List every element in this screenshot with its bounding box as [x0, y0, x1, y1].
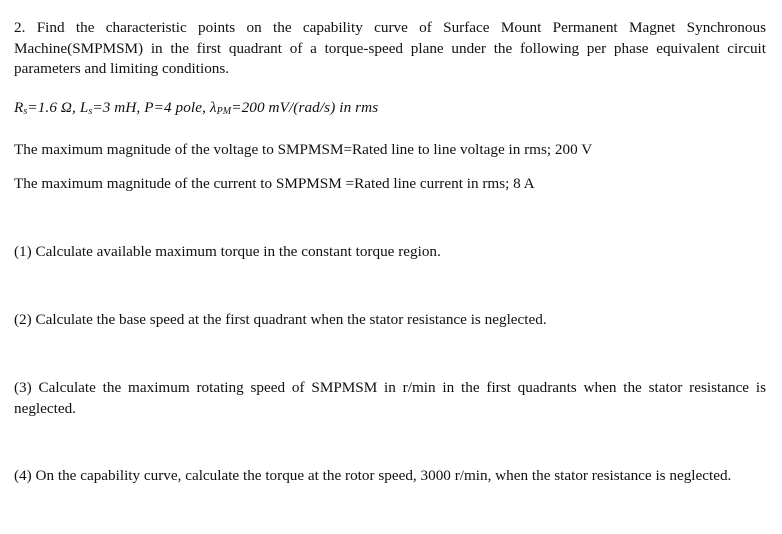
ls-subscript: s [88, 106, 93, 117]
lambda-value: =200 mV/(rad/s) in rms [231, 99, 379, 116]
question-3: (3) Calculate the maximum rotating speed of SMPMSM in r/min in the first quadrants when the stator resistance is neglected. [14, 379, 766, 417]
question-1: (1) Calculate available maximum torque in the constant torque region. [14, 243, 441, 260]
voltage-limit: The maximum magnitude of the voltage to SMPMSM=Rated line to line voltage in rms; 200 V [14, 141, 593, 158]
ls-symbol: L [79, 99, 89, 116]
lambda-symbol: λ [209, 99, 217, 116]
current-limit: The maximum magnitude of the current to SMPMSM =Rated line current in rms; 8 A [14, 175, 535, 192]
lambda-subscript: PM [216, 106, 232, 117]
rs-value: =1.6 Ω, [27, 99, 80, 116]
ls-value: =3 mH, P=4 pole, [92, 99, 210, 116]
problem-statement: 2. Find the characteristic points on the capability curve of Surface Mount Permanent Magnet Synchronous Machine(SMPMSM) in the first quadrant of a torque-speed plane under the following per phase equivalent circuit parameters and limiting conditions. [14, 19, 766, 77]
circuit-parameters [14, 98, 766, 119]
rs-subscript: s [23, 106, 28, 117]
rs-symbol: R [14, 99, 24, 116]
question-4: (4) On the capability curve, calculate the torque at the rotor speed, 3000 r/min, when the stator resistance is neglected. [14, 467, 732, 484]
question-2: (2) Calculate the base speed at the first quadrant when the stator resistance is neglected. [14, 311, 547, 328]
